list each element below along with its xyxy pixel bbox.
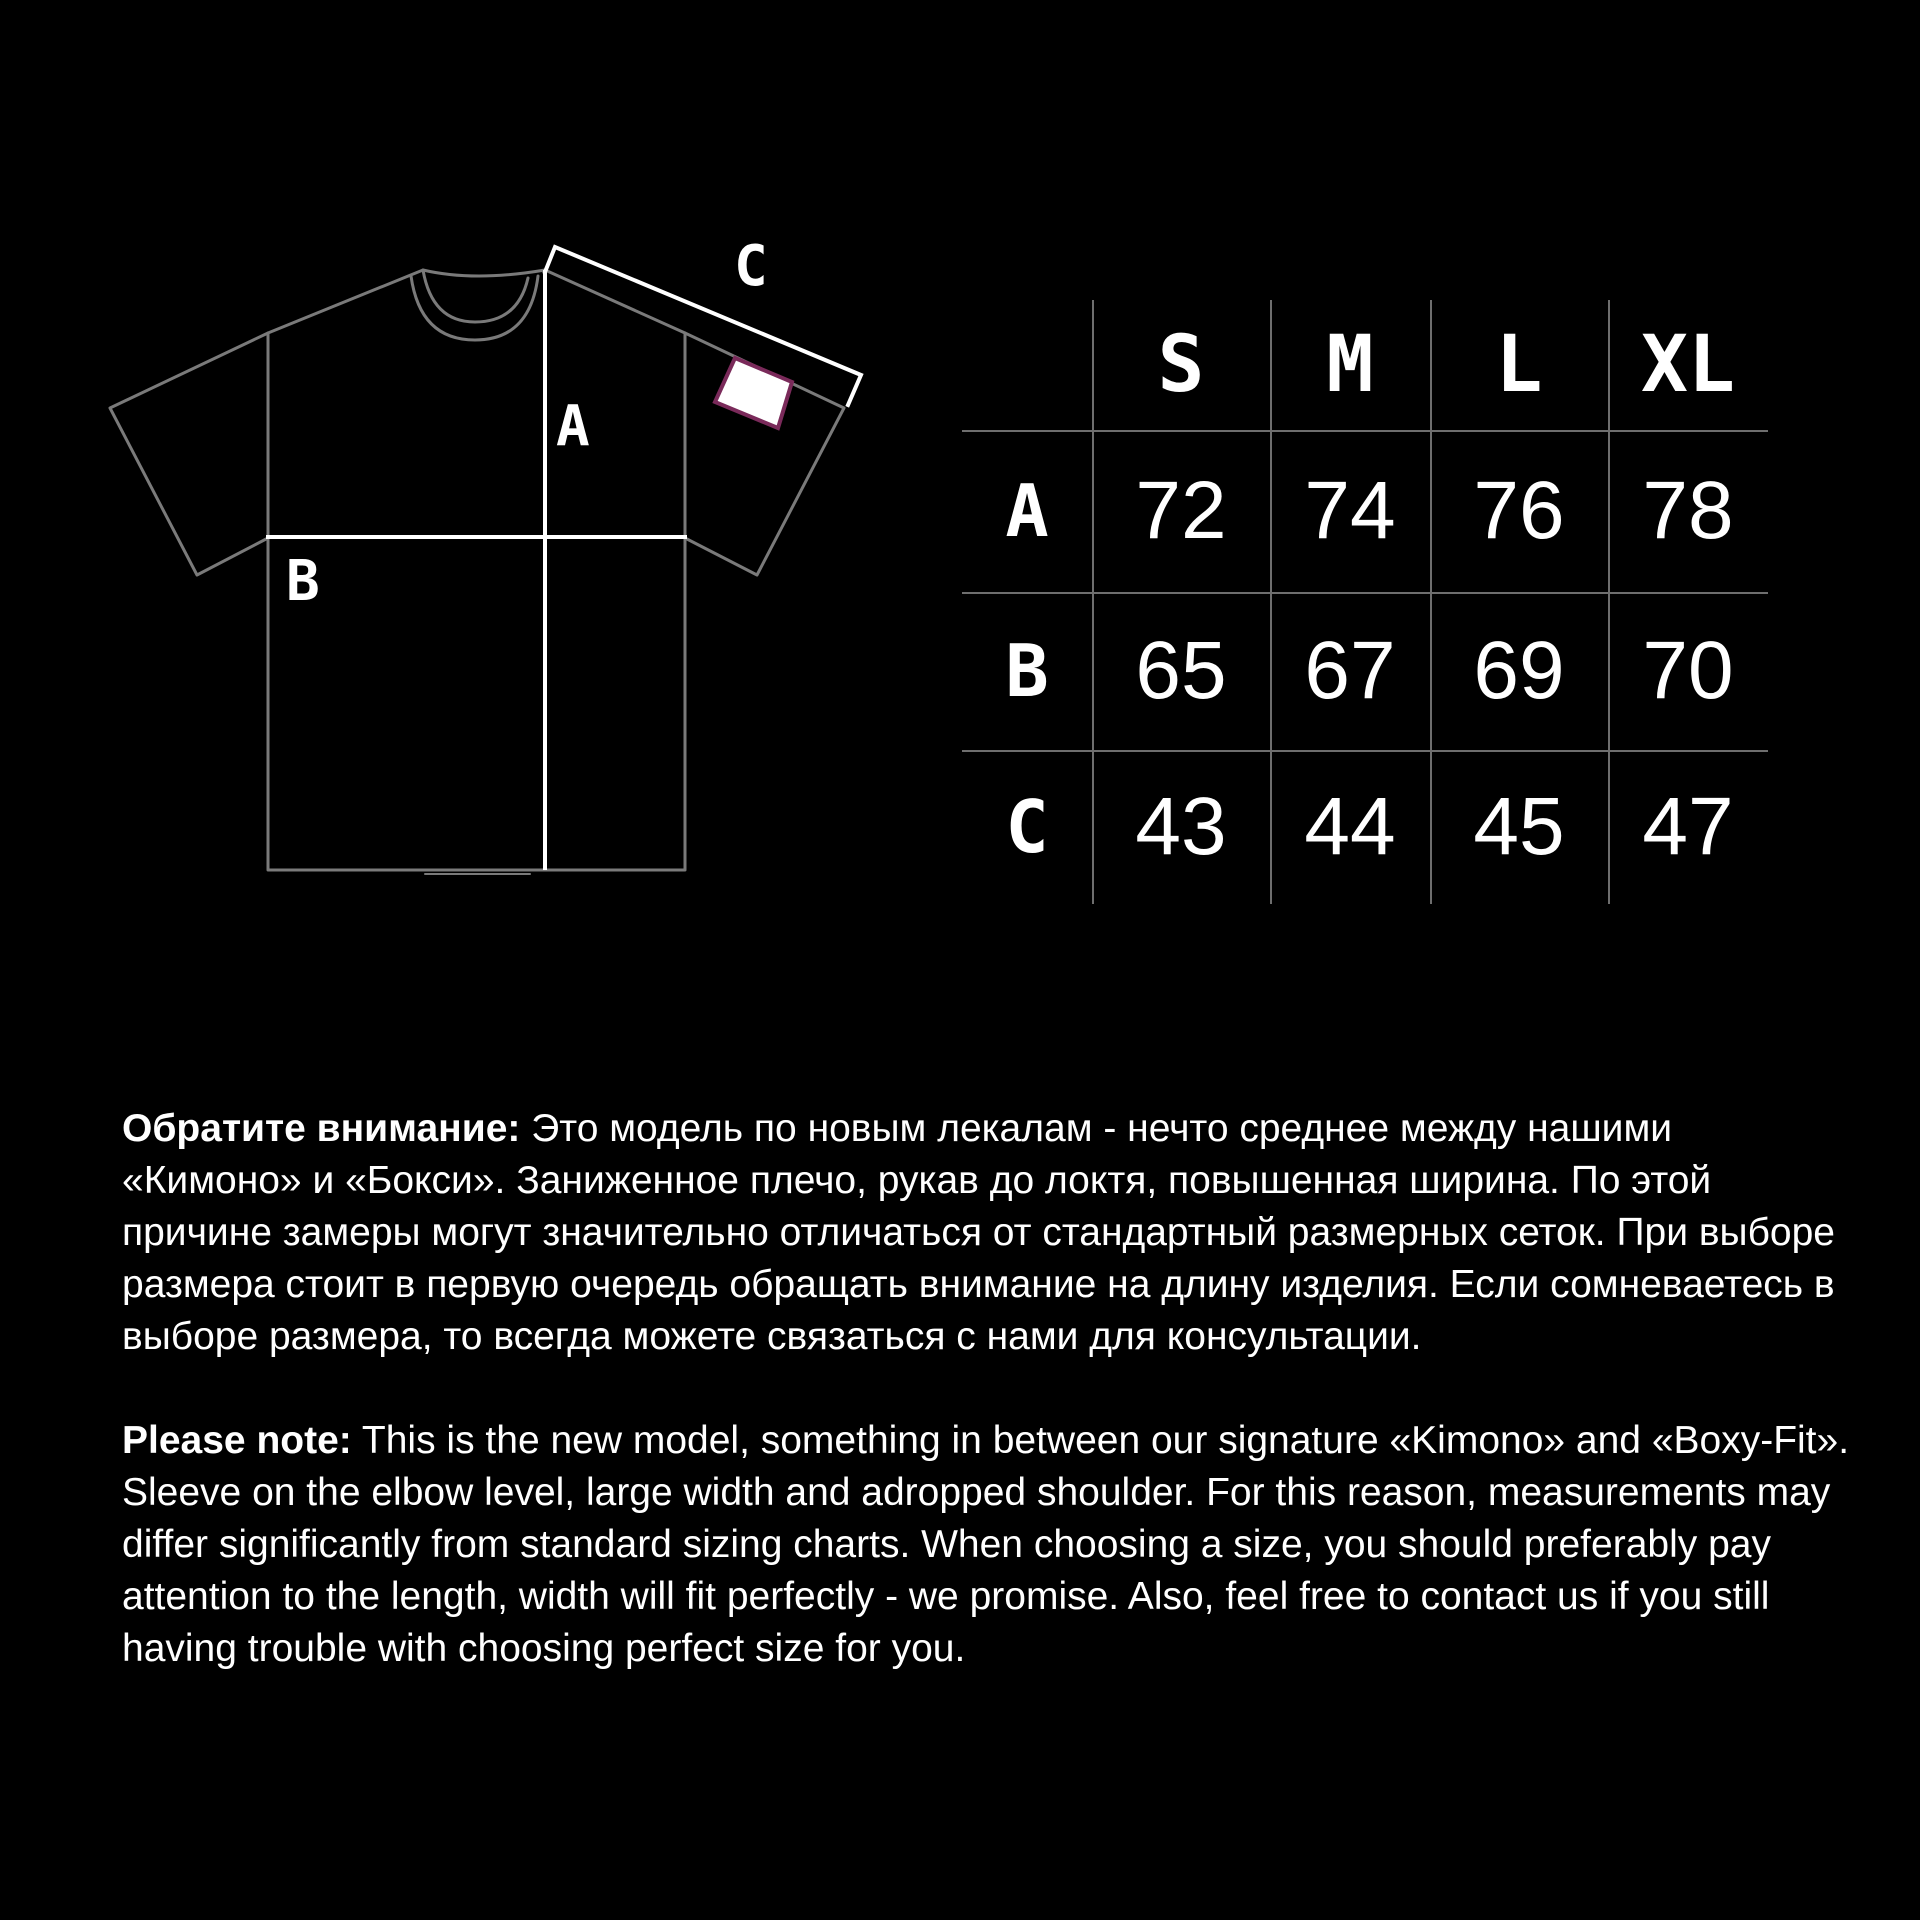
notes-section <box>122 1103 1862 1675</box>
table-cell: 43 <box>1135 781 1227 872</box>
note-russian-heading: Обратите внимание: <box>122 1107 521 1150</box>
table-cell: 67 <box>1304 625 1396 716</box>
size-header-xl: XL <box>1641 320 1735 410</box>
table-cell: 47 <box>1642 781 1734 872</box>
note-english-body: This is the new model, something in between our signature «Kimono» and «Boxy-Fit». Sleeve on the elbow level, large width and adropped shoulder. For this reason, measurements may differ significantly from standard sizing charts. When choosing a size, you should preferably pay attention to the length, width will fit perfectly - we promise. Also, feel free to contact us if you still having trouble with choosing perfect size for you. <box>122 1419 1850 1670</box>
table-cell: 78 <box>1642 465 1734 556</box>
note-english-heading: Please note: <box>122 1419 352 1462</box>
note-russian-body: Это модель по новым лекалам - нечто среднее между нашими «Кимоно» и «Бокси». Заниженное плечо, рукав до локтя, повышенная ширина. По этой причине замеры могут значительно отличаться от стандартный размерных сеток. При выборе размера стоит в первую очередь обращать внимание на длину изделия. Если сомневаетесь в выборе размера, то всегда можете связаться с нами для консультации. <box>122 1107 1835 1358</box>
table-cell: 44 <box>1304 781 1396 872</box>
table-cell: 76 <box>1473 465 1565 556</box>
note-english <box>122 1415 1862 1675</box>
table-cell: 69 <box>1473 625 1565 716</box>
size-header-l: L <box>1495 320 1543 410</box>
table-cell: 74 <box>1304 465 1396 556</box>
table-cell: 45 <box>1473 781 1565 872</box>
size-header-m: M <box>1326 320 1374 410</box>
tshirt-collar-front <box>411 276 538 340</box>
row-label-c: C <box>1005 785 1049 869</box>
diagram-label-b: B <box>286 549 320 614</box>
tshirt-collar <box>423 270 545 276</box>
tshirt-measurement-diagram <box>0 0 900 900</box>
size-header-s: S <box>1157 320 1205 410</box>
size-table <box>962 300 1768 904</box>
row-label-a: A <box>1005 469 1049 553</box>
diagram-label-c: C <box>734 234 768 299</box>
diagram-label-a: A <box>556 394 590 459</box>
table-cell: 72 <box>1135 465 1227 556</box>
row-label-b: B <box>1005 629 1049 713</box>
table-cell: 65 <box>1135 625 1227 716</box>
neck-label-tag <box>715 358 792 428</box>
table-cell: 70 <box>1642 625 1734 716</box>
measure-line-c <box>545 247 861 405</box>
note-russian <box>122 1103 1862 1363</box>
